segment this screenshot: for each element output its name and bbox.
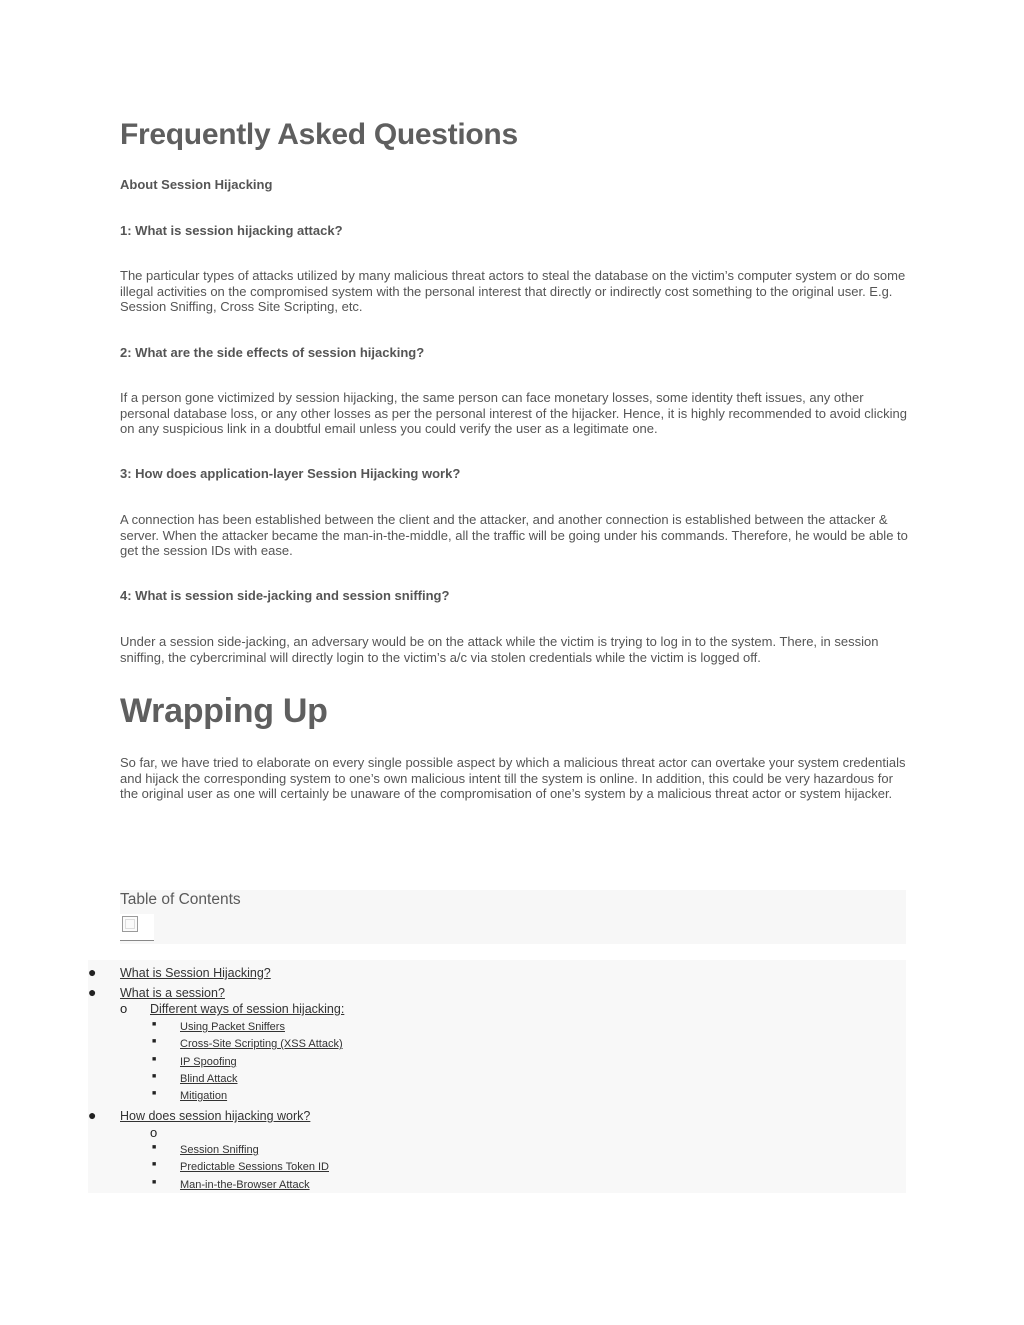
- square-bullet-icon: ■: [152, 1073, 157, 1080]
- toc-item-predictable-sessions-token-id[interactable]: [180, 1161, 329, 1173]
- toc-item-mitigation[interactable]: [180, 1090, 227, 1102]
- bullet-icon: ●: [88, 964, 97, 980]
- toc-title: Table of Contents: [120, 891, 241, 908]
- toc-item-blind-attack[interactable]: [180, 1073, 237, 1085]
- answer-2: If a person gone victimized by session hijacking, the same person can face monetary losses, some identity theft issues, any other personal database loss, or any other losses as per the personal interest of the hijacker. Hence, it is highly recommended to avoid clicking on any suspicious link in a doubtful email unless you could verify the user as a legitimate one.: [120, 390, 907, 436]
- bullet-icon: ●: [88, 984, 97, 1000]
- square-bullet-icon: ■: [152, 1056, 157, 1063]
- square-bullet-icon: ■: [152, 1161, 157, 1168]
- wrapping-up-heading: Wrapping Up: [120, 692, 328, 730]
- square-bullet-icon: ■: [152, 1144, 157, 1151]
- toc-link[interactable]: Mitigation: [180, 1090, 228, 1102]
- toc-link[interactable]: What is a session?: [120, 986, 225, 1000]
- toc-link[interactable]: What is Session Hijacking?: [120, 966, 271, 980]
- square-bullet-icon: ■: [152, 1090, 157, 1097]
- toc-link[interactable]: Predictable Sessions Token ID: [180, 1161, 329, 1173]
- toc-item-different-ways[interactable]: [150, 1002, 344, 1016]
- question-3: 3: How does application-layer Session Hijacking work?: [120, 466, 461, 481]
- toc-item-what-is-a-session[interactable]: [120, 986, 225, 1000]
- answer-3: A connection has been established between the client and the attacker, and another connection is established between the attacker & server. When the attacker became the man-in-the-middle, all the traffic will be going under his commands. Therefore, he would be able to get the session IDs with ease.: [120, 512, 908, 558]
- toc-link[interactable]: Blind Attack: [180, 1073, 238, 1085]
- toc-item-man-in-the-browser-attack[interactable]: [180, 1179, 310, 1191]
- toc-link[interactable]: IP Spoofing: [180, 1056, 237, 1068]
- circle-bullet-icon: o: [120, 1001, 128, 1016]
- toc-link[interactable]: Session Sniffing: [180, 1144, 259, 1156]
- toc-link[interactable]: Cross-Site Scripting (XSS Attack): [180, 1038, 343, 1050]
- toc-item-session-sniffing[interactable]: [180, 1144, 259, 1156]
- toc-item-what-is-session-hijacking[interactable]: [120, 966, 271, 980]
- toc-link[interactable]: Different ways of session hijacking:: [150, 1002, 345, 1016]
- toc-item-how-does-session-hijacking-work[interactable]: [120, 1109, 310, 1123]
- question-2: 2: What are the side effects of session hijacking?: [120, 345, 425, 360]
- answer-4: Under a session side-jacking, an adversary would be on the attack while the victim is trying to log in to the system. There, in session sniffing, the cybercriminal will directly login to the victim’s a/c via stolen credentials while the victim is logged off.: [120, 634, 879, 665]
- question-4: 4: What is session side-jacking and session sniffing?: [120, 588, 450, 603]
- toc-item-using-packet-sniffers[interactable]: [180, 1021, 285, 1033]
- square-bullet-icon: ■: [152, 1021, 157, 1028]
- toc-link[interactable]: How does session hijacking work?: [120, 1109, 311, 1123]
- circle-bullet-icon: o: [150, 1125, 158, 1140]
- answer-1: The particular types of attacks utilized by many malicious threat actors to steal the database on the victim’s computer system or do some illegal activities on the compromised system with the personal interest that directly or indirectly cost something to the original user. E.g. Session Sniffing, Cross Site Scripting, etc.: [120, 268, 906, 314]
- bullet-icon: ●: [88, 1107, 97, 1123]
- square-bullet-icon: ■: [152, 1179, 157, 1186]
- square-bullet-icon: ■: [152, 1038, 157, 1045]
- faq-heading: Frequently Asked Questions: [120, 118, 518, 151]
- toc-link[interactable]: Man-in-the-Browser Attack: [180, 1179, 310, 1191]
- checkbox-icon[interactable]: [122, 916, 138, 932]
- toc-link[interactable]: Using Packet Sniffers: [180, 1021, 285, 1033]
- toc-item-cross-site-scripting[interactable]: [180, 1038, 343, 1050]
- question-1: 1: What is session hijacking attack?: [120, 223, 343, 238]
- faq-subtitle: About Session Hijacking: [120, 177, 273, 192]
- toc-item-ip-spoofing[interactable]: [180, 1056, 237, 1068]
- wrapping-up-text: So far, we have tried to elaborate on every single possible aspect by which a malicious threat actor can overtake your system credentials and hijack the corresponding system to one’s own malicious intent till the system is online. In addition, this could be very hazardous for the original user as one will certainly be unaware of the compromisation of one’s system by a malicious threat actor or system hijacker.: [120, 755, 906, 801]
- toc-toggle-button[interactable]: [120, 914, 154, 941]
